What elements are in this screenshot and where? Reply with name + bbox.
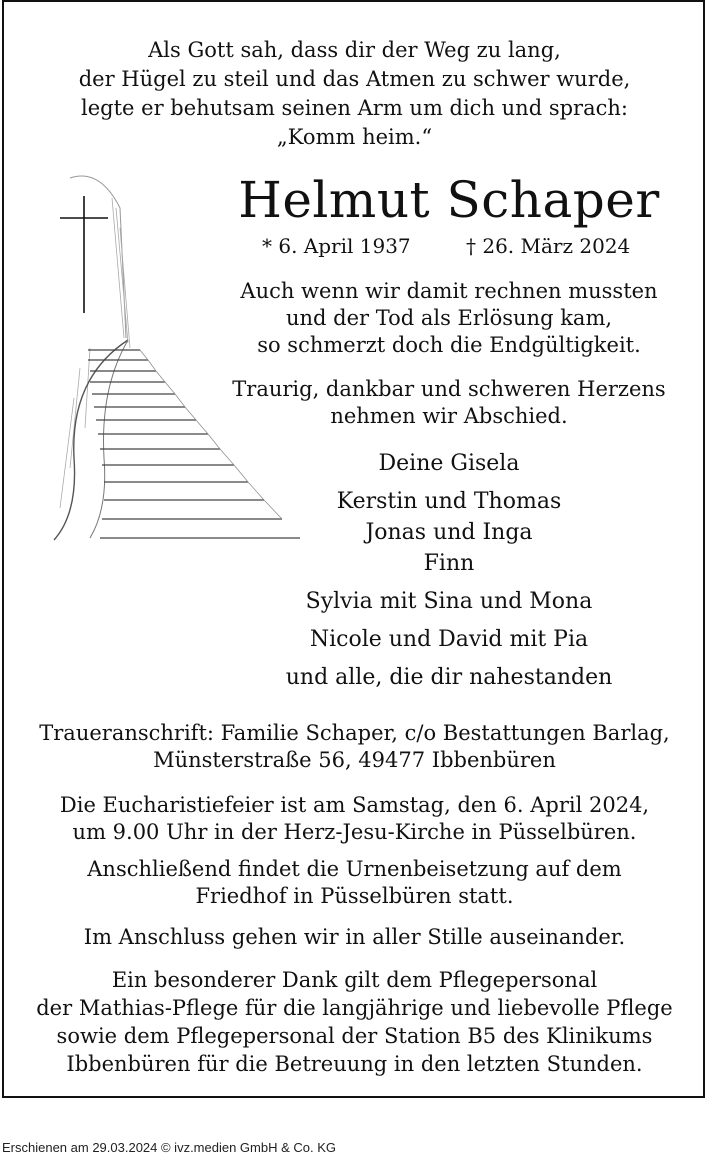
- poem-line: Als Gott sah, dass dir der Weg zu lang,: [148, 38, 561, 62]
- poem-line: legte er behutsam seinen Arm um dich und sprach:: [81, 96, 628, 120]
- farewell: [190, 376, 708, 430]
- mourning-address: [0, 720, 709, 774]
- farewell-line: Traurig, dankbar und schweren Herzens: [232, 377, 666, 401]
- poem-line: „Komm heim.“: [276, 125, 433, 149]
- address-line: Münsterstraße 56, 49477 Ibbenbüren: [153, 748, 556, 772]
- mass-line: Die Eucharistiefeier ist am Samstag, den 6. April 2024,: [59, 793, 650, 817]
- quote-line: und der Tod als Erlösung kam,: [285, 306, 613, 330]
- family-line: Kerstin und Thomas: [336, 489, 562, 514]
- burial-info: [0, 856, 709, 910]
- thanks-line: der Mathias-Pflege für die langjährige und liebevolle Pflege: [36, 996, 673, 1020]
- family-spouse: Deine Gisela: [378, 451, 520, 476]
- family-line: Jonas und Inga: [365, 520, 533, 545]
- thanks: [0, 966, 709, 1078]
- mass-info: [0, 792, 709, 846]
- farewell-line: nehmen wir Abschied.: [330, 404, 568, 428]
- family-line: Sylvia mit Sina und Mona: [305, 589, 593, 614]
- stillness-note: Im Anschluss gehen wir in aller Stille auseinander.: [83, 925, 626, 949]
- quote-line: Auch wenn wir damit rechnen mussten: [240, 279, 658, 303]
- burial-line: Anschließend findet die Urnenbeisetzung auf dem: [87, 857, 622, 881]
- deceased-name: Helmut Schaper: [238, 171, 660, 229]
- quote: [190, 278, 708, 359]
- family-closing: und alle, die dir nahestanden: [285, 665, 613, 690]
- poem-line: der Hügel zu steil und das Atmen zu schwer wurde,: [78, 67, 631, 91]
- family-line: Nicole und David mit Pia: [309, 627, 589, 652]
- thanks-line: Ibbenbüren für die Betreuung in den letzten Stunden.: [66, 1052, 643, 1076]
- family-group: [190, 486, 708, 579]
- mass-line: um 9.00 Uhr in der Herz-Jesu-Kirche in Püsselbüren.: [72, 820, 637, 844]
- family-line: Finn: [423, 551, 475, 576]
- publication-footer: Erschienen am 29.03.2024 © ivz.medien GmbH & Co. KG: [2, 1140, 337, 1155]
- death-date: † 26. März 2024: [466, 234, 631, 258]
- birth-date: * 6. April 1937: [262, 234, 411, 258]
- quote-line: so schmerzt doch die Endgültigkeit.: [257, 333, 641, 357]
- thanks-line: sowie dem Pflegepersonal der Station B5 des Klinikums: [56, 1024, 653, 1048]
- poem: [0, 36, 709, 152]
- address-line: Traueranschrift: Familie Schaper, c/o Bestattungen Barlag,: [39, 721, 670, 745]
- burial-line: Friedhof in Püsselbüren statt.: [195, 884, 514, 908]
- thanks-line: Ein besonderer Dank gilt dem Pflegepersonal: [111, 968, 598, 992]
